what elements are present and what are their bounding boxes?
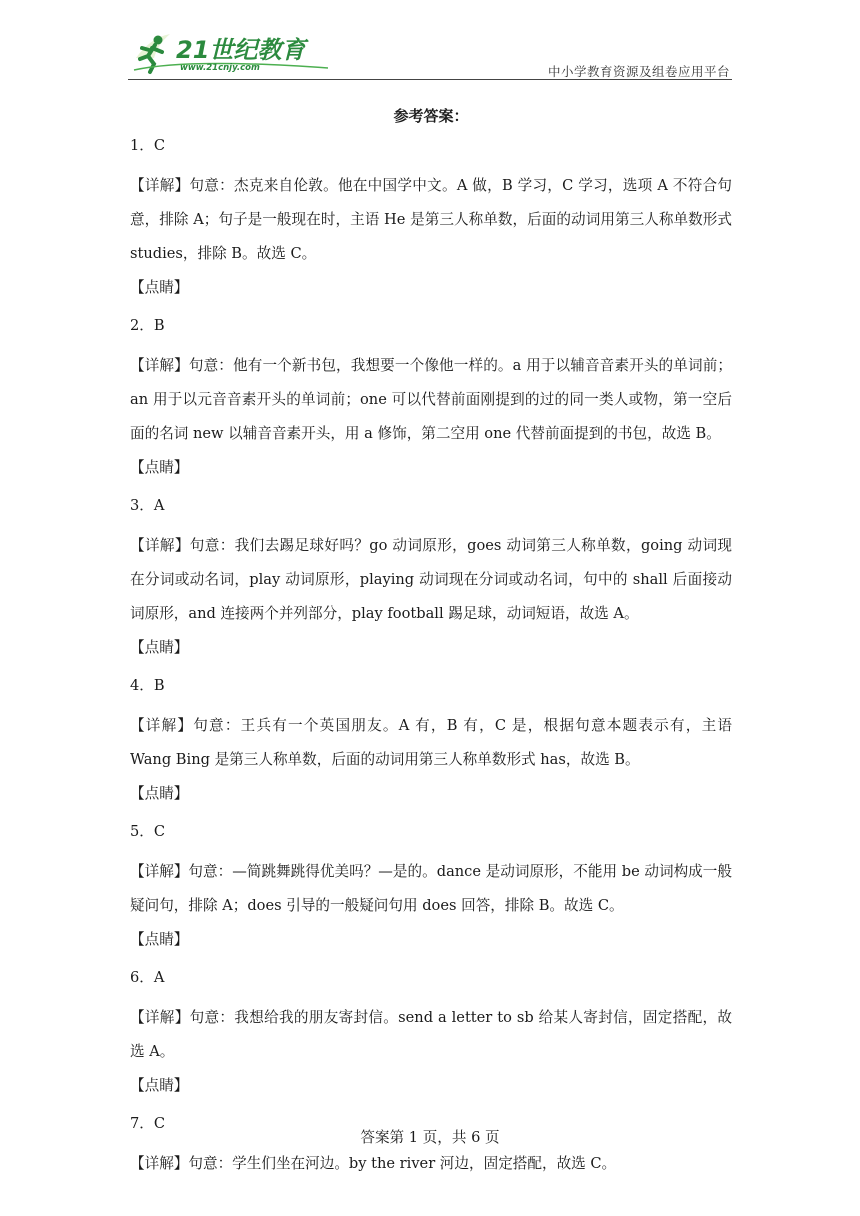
- answer-item: [130, 495, 732, 671]
- answer-item: [130, 675, 732, 817]
- answer-point: 【点睛】: [130, 639, 189, 656]
- answer-detail: 【详解】句意：杰克来自伦敦。他在中国学中文。A 做，B 学习，C 学习，选项 A 不符合句意，排除 A；句子是一般现在时，主语 He 是第三人称单数，后面的动词用第三人称单数形式 studies，排除 B。故选 C。: [130, 177, 732, 262]
- site-tagline: 中小学教育资源及组卷应用平台: [547, 64, 730, 79]
- answer-number: 7．C: [130, 1115, 166, 1132]
- answer-point: 【点睛】: [130, 279, 189, 296]
- answer-detail: 【详解】句意：我们去踢足球好吗？go 动词原形，goes 动词第三人称单数，going 动词现在分词或动名词，play 动词原形，playing 动词现在分词或动名词，句中的 shall 后面接动词原形，and 连接两个并列部分，play football 踢足球，动词短语，故选 A。: [130, 537, 732, 622]
- answer-detail: 【详解】句意：我想给我的朋友寄封信。send a letter to sb 给某人寄封信，固定搭配，故选 A。: [130, 1009, 732, 1060]
- answer-detail: 【详解】句意：他有一个新书包，我想要一个像他一样的。a 用于以辅音音素开头的单词前；an 用于以元音音素开头的单词前；one 可以代替前面刚提到的过的同一类人或物，第一空后面的名词 new 以辅音音素开头，用 a 修饰，第二空用 one 代替前面提到的书包，故选 B。: [130, 357, 732, 442]
- header-divider: [128, 79, 732, 80]
- answer-number: 4．B: [130, 677, 165, 694]
- answer-detail: 【详解】句意：学生们坐在河边。by the river 河边，固定搭配，故选 C。: [130, 1155, 617, 1172]
- answer-number: 1．C: [130, 137, 166, 154]
- answer-point: 【点睛】: [130, 459, 189, 476]
- answer-detail: 【详解】句意：王兵有一个英国朋友。A 有，B 有，C 是，根据句意本题表示有，主语 Wang Bing 是第三人称单数，后面的动词用第三人称单数形式 has，故选 B。: [130, 717, 732, 768]
- logo-brand-text: 21世纪教育: [176, 36, 306, 64]
- answer-number: 3．A: [130, 497, 165, 514]
- page-footer: 答案第 1 页，共 6 页: [360, 1129, 500, 1146]
- logo-url-text: www.21cnjy.com: [180, 63, 260, 73]
- answer-point: 【点睛】: [130, 1077, 189, 1094]
- answer-point: 【点睛】: [130, 931, 189, 948]
- answer-number: 2．B: [130, 317, 165, 334]
- answer-number: 6．A: [130, 969, 165, 986]
- answer-item: [130, 135, 732, 311]
- answer-number: 5．C: [130, 823, 166, 840]
- answer-content: [130, 105, 732, 1181]
- page-title: 参考答案：: [393, 107, 469, 125]
- site-logo: [128, 28, 328, 78]
- answer-item: [130, 967, 732, 1109]
- answer-item: [130, 1113, 732, 1181]
- page-header: [128, 28, 732, 80]
- answer-detail: 【详解】句意：—简跳舞跳得优美吗？—是的。dance 是动词原形，不能用 be 动词构成一般疑问句，排除 A；does 引导的一般疑问句用 does 回答，排除 B。故选 C。: [130, 863, 732, 914]
- answer-point: 【点睛】: [130, 785, 189, 802]
- answer-item: [130, 821, 732, 963]
- answer-item: [130, 315, 732, 491]
